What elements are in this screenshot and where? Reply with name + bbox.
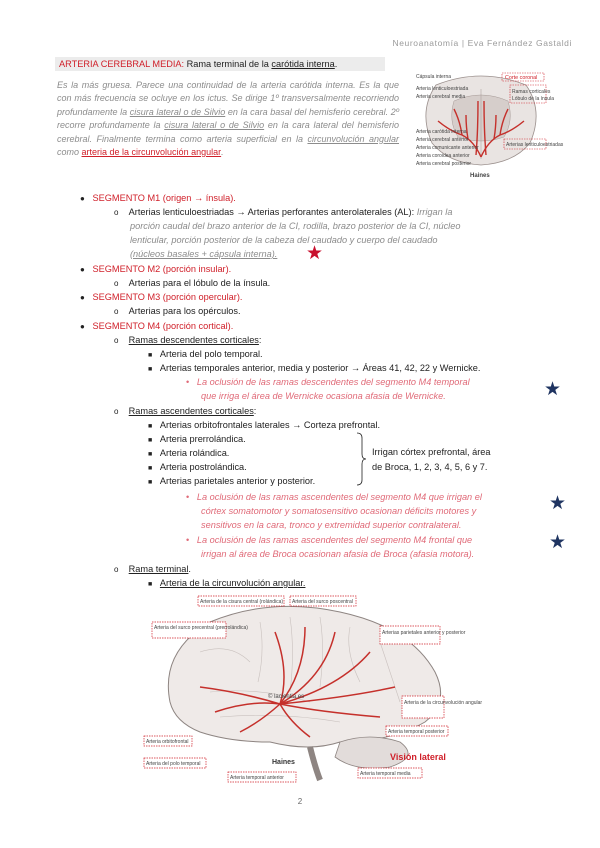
seg-m1-gray-1: Irrigan la (416, 207, 453, 217)
fig-label: Cápsula interna (416, 74, 452, 80)
fig-label: Arteria temporal media (360, 771, 411, 777)
desc-item-text: Arteria del polo temporal. (159, 349, 263, 359)
star-icon: ★ (306, 243, 324, 264)
seg-m4-title: SEGMENTO M4 (92, 321, 161, 331)
seg-m3-item: o Arterias para los opérculos. (114, 306, 241, 316)
lateral-view-figure (140, 592, 483, 782)
desc-heading-text: Ramas descendentes corticales (128, 335, 259, 345)
fig-label: Arterias lenticuloestriadas (506, 142, 564, 148)
seg-m3-item-text: Arterias para los opérculos. (128, 306, 241, 316)
desc-note: • La oclusión de las ramas descendentes del segmento M4 temporal (186, 377, 470, 387)
term-heading-text: Rama terminal (128, 564, 189, 574)
fig-label: Arteria comunicante anterior (416, 145, 479, 151)
seg-m1-gray-2: porción caudal del brazo anterior de la CI, rodilla, brazo posterior de la CI, núcleo (130, 221, 461, 231)
seg-m1-gray-3: lenticular, porción posterior de la cabeza del caudado y cuerpo del caudado (130, 235, 438, 245)
asc-item: ■ Arterias parietales anterior y posterior. (148, 476, 316, 486)
seg-m1: ● SEGMENTO M1 (origen → ínsula). (80, 193, 236, 203)
asc-item: ■ Arteria prerrolándica. (148, 434, 246, 444)
asc-note-2-line: La oclusión de las ramas ascendentes del segmento M4 frontal que (196, 535, 473, 545)
seg-m1-paren: (origen → ínsula). (160, 193, 236, 203)
asc-item: ■ Arterias orbitofrontales laterales → Corteza prefrontal. (148, 420, 380, 430)
seg-m2-item-text: Arterias para el lóbulo de la ínsula. (128, 278, 271, 288)
intro-text-4: como (57, 147, 82, 158)
fig-label: Lóbulo de la ínsula (512, 96, 554, 102)
desc-note-2: que irriga el área de Wernicke ocasiona afasia de Wernicke. (201, 391, 446, 401)
asc-note-2: • La oclusión de las ramas ascendentes del segmento M4 frontal que (186, 535, 473, 545)
asc-item: ■ Arteria postrolándica. (148, 462, 247, 472)
brace (355, 432, 367, 486)
seg-m1-item: o Arterias lenticuloestriadas → Arterias perforantes anterolaterales (AL): Irrigan la (114, 207, 453, 217)
intro-angular-artery: arteria de la circunvolución angular (81, 147, 222, 158)
haines-label: Haines (272, 759, 295, 766)
section-title-period: . (334, 59, 338, 69)
page-number: 2 (297, 797, 303, 806)
asc-item-text: Arteria postrolándica. (159, 462, 247, 472)
section-title-name: ARTERIA CEREBRAL MEDIA: (59, 59, 185, 69)
seg-m2: ● SEGMENTO M2 (porción insular). (80, 264, 232, 274)
fig-label: Arteria carótida interna (416, 129, 467, 135)
seg-m1-gray-4: (núcleos basales + cápsula interna). (130, 249, 278, 259)
seg-m3-title: SEGMENTO M3 (92, 292, 161, 302)
seg-m2-paren: (porción insular). (160, 264, 232, 274)
asc-item-text: Arteria rolándica. (159, 448, 230, 458)
brace-note-2: de Broca, 1, 2, 3, 4, 5, 6 y 7. (372, 462, 488, 472)
asc-item-text: Arterias parietales anterior y posterior. (159, 476, 316, 486)
seg-m1-title: SEGMENTO M1 (92, 193, 161, 203)
brace-note-1: Irrigan córtex prefrontal, área (372, 447, 491, 457)
desc-item: ■ Arterias temporales anterior, media y posterior → Áreas 41, 42, 22 y Wernicke. (148, 363, 481, 373)
fig-label: Arteria coroidea anterior (416, 153, 470, 159)
coronal-section-figure (414, 71, 564, 183)
fig-label: Arteria temporal posterior (388, 729, 445, 735)
vision-lateral-label: Visión lateral (390, 752, 446, 762)
fig-label: Arteria orbitofrontal (146, 739, 189, 745)
asc-note-2-line: irrigan al área de Broca ocasionan afasia de Broca (afasia motora). (201, 549, 475, 559)
fig-label: Arteria cerebral anterior (416, 137, 469, 143)
seg-m2-title: SEGMENTO M2 (92, 264, 161, 274)
seg-m3: ● SEGMENTO M3 (porción opercular). (80, 292, 243, 302)
section-title-text: Rama terminal de la (184, 59, 272, 69)
desc-item: ■ Arteria del polo temporal. (148, 349, 263, 359)
fig-label: Ramas corticales (512, 89, 551, 95)
asc-heading-text: Ramas ascendentes corticales (128, 406, 254, 416)
fig-label: Arteria del surco poscentral (292, 599, 353, 605)
term-heading: o Rama terminal. (114, 564, 191, 574)
fig-label: Arterias parietales anterior y posterior (382, 630, 466, 636)
intro-underline-silvio-1: cisura lateral o de Silvio (129, 106, 226, 117)
section-title (55, 57, 385, 71)
fig-label: Arteria de la cisura central (rolándica) (200, 599, 284, 605)
seg-m4: ● SEGMENTO M4 (porción cortical). (80, 321, 234, 331)
asc-note-1-line: sensitivos en la cara, tronco y extremidad superior contralateral. (201, 520, 462, 530)
star-icon: ★ (549, 532, 567, 553)
desc-note-1: La oclusión de las ramas descendentes del segmento M4 temporal (196, 377, 470, 387)
page-header: Neuroanatomía | Eva Fernández Gastaldi (392, 38, 572, 48)
corte-coronal-label: Corte coronal (505, 75, 538, 81)
fig-label: Arteria del surco precentral (prerrolándica) (154, 625, 248, 631)
asc-heading: o Ramas ascendentes corticales: (114, 406, 257, 416)
fig-label: Arteria temporal anterior (230, 775, 284, 781)
seg-m4-paren: (porción cortical). (160, 321, 234, 331)
asc-note-1: • La oclusión de las ramas ascendentes del segmento M4 que irrigan el (186, 492, 482, 502)
haines-label: Haines (470, 173, 490, 179)
fig-label: Arteria cerebral media (416, 94, 466, 100)
brace-note (372, 445, 490, 475)
desc-heading: o Ramas descendentes corticales: (114, 335, 262, 345)
intro-text-3: en la cara lateral del hemisferio cerebral. Finalmente termina como arteria superficial en la (57, 120, 400, 144)
seg-m1-item-text: Arterias lenticuloestriadas → Arterias perforantes anterolaterales (AL): (128, 207, 417, 217)
asc-note-1-line: La oclusión de las ramas ascendentes del segmento M4 que irrigan el (196, 492, 482, 502)
fig-label: Arteria cerebral posterior (416, 161, 472, 167)
fig-label: Arteria del polo temporal (146, 761, 201, 767)
star-icon: ★ (544, 379, 562, 400)
asc-item-text: Arteria prerrolándica. (159, 434, 246, 444)
term-item: ■ Arteria de la circunvolución angular. (148, 578, 306, 588)
star-icon: ★ (549, 493, 567, 514)
seg-m3-paren: (porción opercular). (160, 292, 243, 302)
seg-m2-item: o Arterias para el lóbulo de la ínsula. (114, 278, 271, 288)
carotida-link[interactable]: carótida interna (271, 59, 335, 69)
asc-item: ■ Arteria rolándica. (148, 448, 230, 458)
asc-item-text: Arterias orbitofrontales laterales → Corteza prefrontal. (159, 420, 380, 430)
intro-underline-silvio-2: cisura lateral o de Silvio (164, 120, 265, 131)
desc-item-text: Arterias temporales anterior, media y posterior → Áreas 41, 42, 22 y Wernicke. (159, 363, 481, 373)
watermark: © lacientia.es (268, 694, 305, 700)
fig-label: Arteria lenticuloestriada (416, 86, 469, 92)
intro-text-1: Es la más gruesa. Parece una continuidad de la arteria carótida interna. Es la que con más frecuencia se ocluye en los ictus. Se dirige 1º transversalmente recorriendo profundamente la (57, 80, 399, 117)
fig-label: Arteria de la circunvolución angular (404, 700, 483, 706)
intro-text-5: . (221, 147, 224, 158)
intro-paragraph (57, 79, 399, 159)
intro-underline-angular: circunvolución angular (307, 133, 399, 144)
term-item-text: Arteria de la circunvolución angular. (159, 578, 306, 588)
intro-text-2: en la cara basal del hemisferio cerebral. 2º recorre profundamente la (57, 106, 399, 131)
asc-note-1-line: córtex somatomotor y somatosensitivo ocasionan déficits motores y (201, 506, 477, 516)
